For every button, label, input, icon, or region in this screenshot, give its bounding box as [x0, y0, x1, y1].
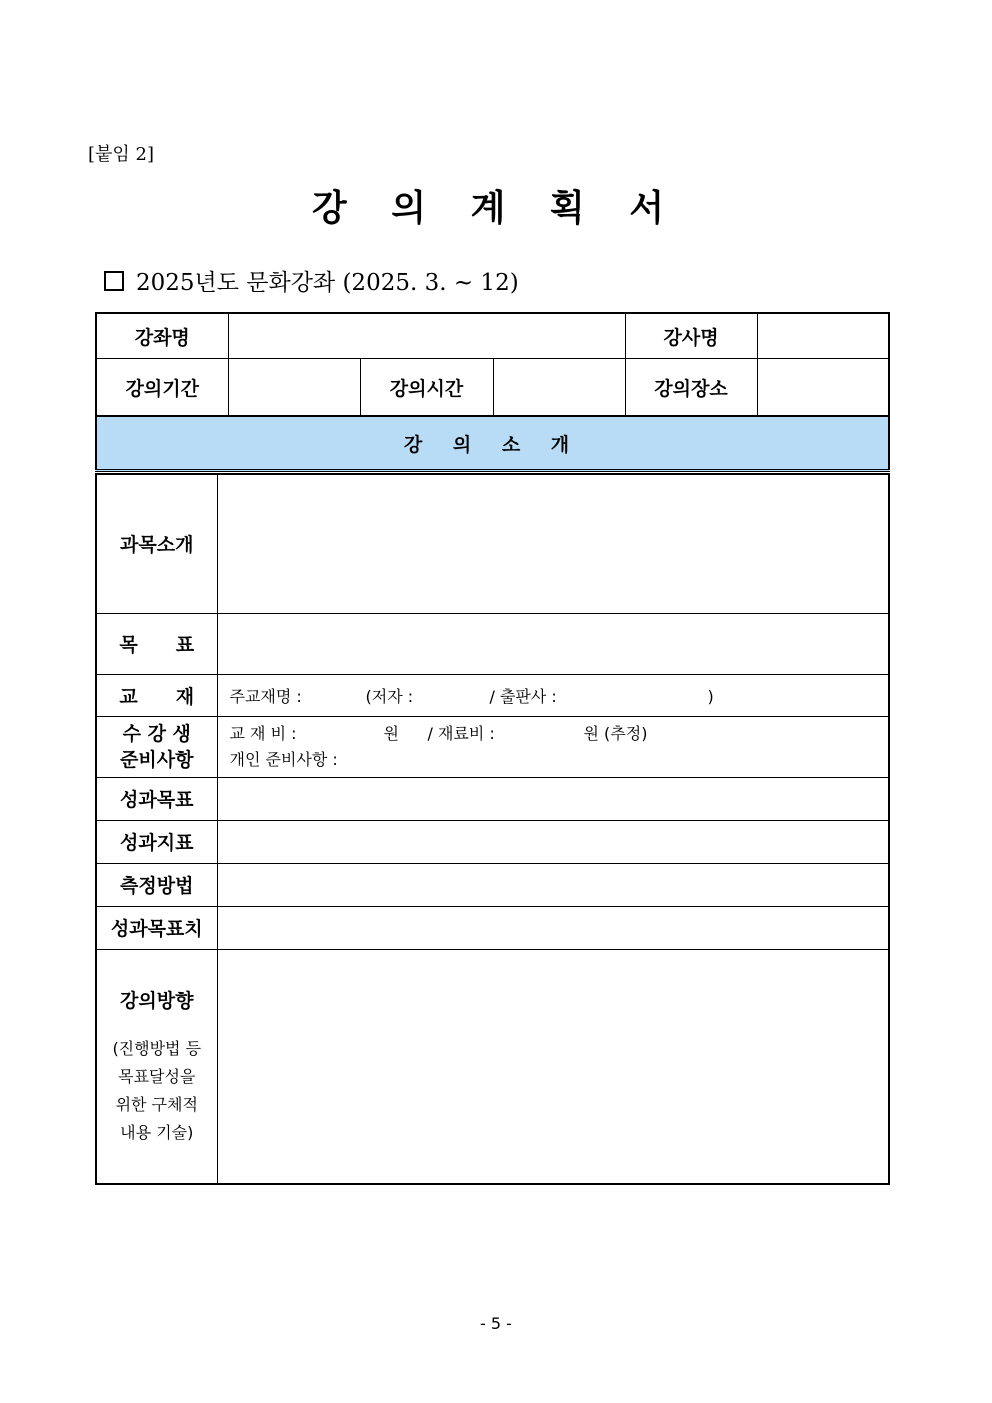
time-field[interactable] [493, 359, 625, 417]
prep-label-line1: 수 강 생 [122, 722, 191, 745]
location-label: 강의장소 [625, 359, 757, 417]
prep-personal: 개인 준비사항 : [229, 749, 338, 769]
measure-label: 측정방법 [96, 863, 217, 906]
outcome-indicator-field[interactable] [217, 820, 889, 863]
prep-material: / 재료비 : [427, 723, 495, 743]
textbook-label-a: 교 [119, 685, 138, 708]
period-field[interactable] [228, 359, 360, 417]
measure-field[interactable] [217, 863, 889, 906]
outcome-goal-label: 성과목표 [96, 777, 217, 820]
outcome-goal-field[interactable] [217, 777, 889, 820]
checkbox-square-icon [104, 271, 124, 291]
prep-won-2: 원 (추정) [583, 723, 648, 743]
course-info-table [95, 312, 890, 472]
textbook-publisher: / 출판사 : [489, 686, 557, 706]
direction-field[interactable] [217, 949, 889, 1184]
textbook-label [96, 674, 217, 716]
subject-intro-label: 과목소개 [96, 474, 217, 613]
prep-fee: 교 재 비 : [229, 723, 297, 743]
intro-header: 강 의 소 개 [96, 416, 889, 471]
goal-label-b: 표 [175, 634, 195, 656]
textbook-field[interactable] [217, 674, 889, 716]
subject-intro-field[interactable] [217, 474, 889, 613]
prep-label-line2: 준비사항 [120, 748, 194, 771]
subtitle [104, 264, 519, 297]
location-field[interactable] [757, 359, 889, 417]
outcome-target-label: 성과목표치 [96, 906, 217, 949]
textbook-author: (저자 : [365, 686, 414, 706]
direction-note [97, 1035, 217, 1147]
goal-label-a: 목 [119, 634, 138, 656]
course-details-table [95, 473, 890, 1185]
page-title: 강 의 계 획 서 [311, 188, 680, 229]
textbook-close: ) [707, 686, 714, 706]
period-label: 강의기간 [96, 359, 228, 417]
attachment-label: [붙임 2] [88, 144, 154, 165]
direction-note-4: 내용 기술) [120, 1122, 194, 1142]
course-name-label: 강좌명 [96, 313, 228, 359]
course-name-field[interactable] [228, 313, 625, 359]
prep-label [96, 716, 217, 777]
prep-won-1: 원 [383, 723, 399, 743]
subtitle-text: 2025년도 문화강좌 (2025. 3. ~ 12) [136, 270, 519, 296]
direction-note-3: 위한 구체적 [115, 1094, 198, 1114]
outcome-indicator-label: 성과지표 [96, 820, 217, 863]
prep-field[interactable] [217, 716, 889, 777]
instructor-label: 강사명 [625, 313, 757, 359]
direction-note-1: (진행방법 등 [112, 1038, 202, 1058]
time-label: 강의시간 [360, 359, 493, 417]
goal-field[interactable] [217, 613, 889, 674]
outcome-target-field[interactable] [217, 906, 889, 949]
textbook-label-b: 재 [175, 685, 195, 708]
goal-label [96, 613, 217, 674]
page-number: - 5 - [480, 1314, 512, 1333]
instructor-field[interactable] [757, 313, 889, 359]
direction-note-2: 목표달성을 [118, 1066, 196, 1086]
direction-label-cell [96, 949, 217, 1184]
textbook-main: 주교재명 : [229, 686, 302, 706]
direction-label: 강의방향 [120, 989, 194, 1012]
